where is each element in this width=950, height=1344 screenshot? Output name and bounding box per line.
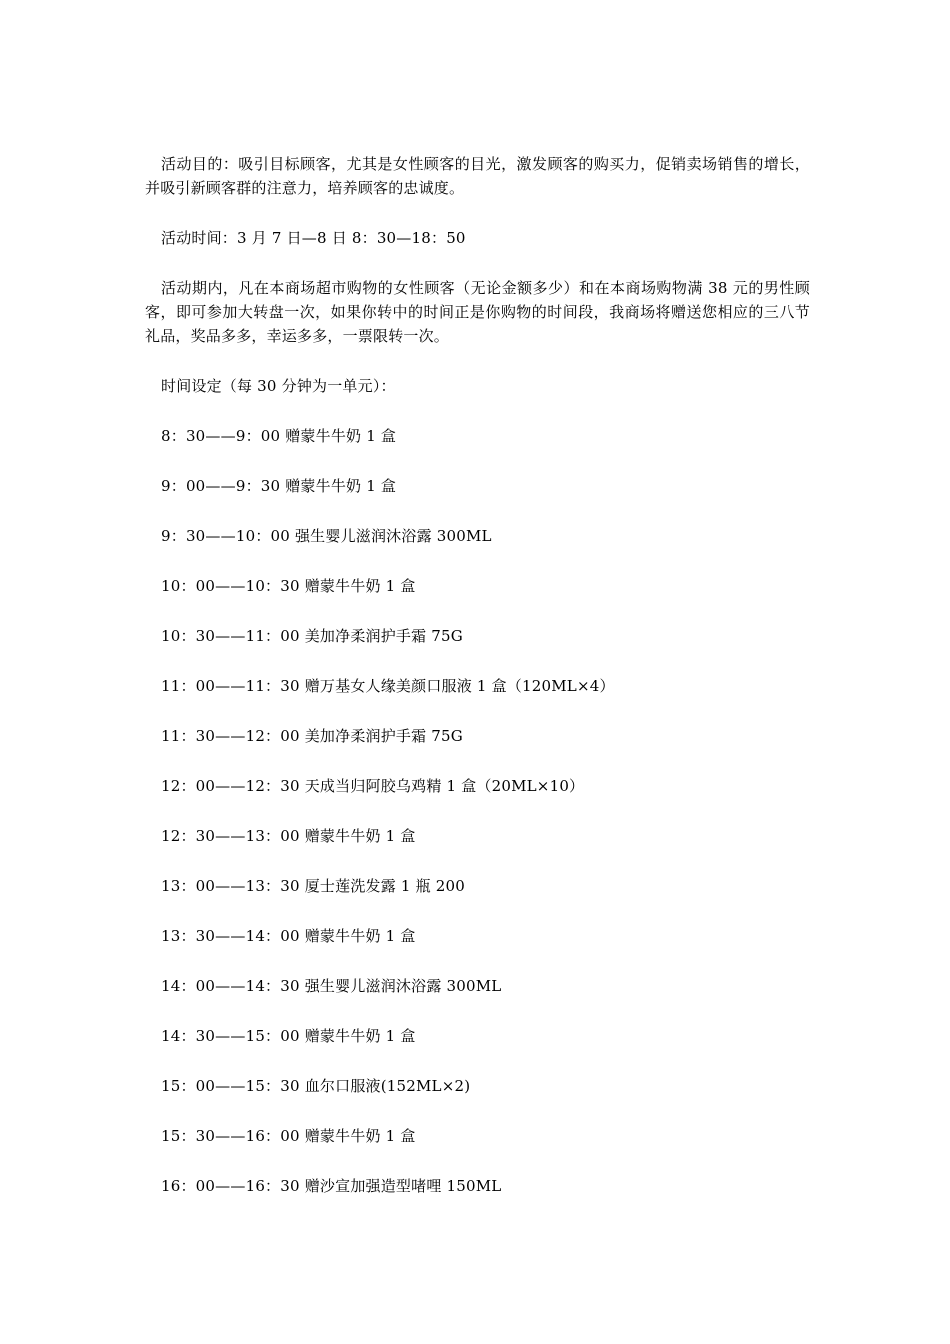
schedule-item: 15：00——15：30 血尔口服液(152ML×2) <box>161 1077 471 1095</box>
schedule-item: 9：00——9：30 赠蒙牛牛奶 1 盒 <box>161 477 397 495</box>
activity-rules: 活动期内，凡在本商场超市购物的女性顾客（无论金额多少）和在本商场购物满 38 元的男性顾客，即可参加大转盘一次，如果你转中的时间正是你购物的时间段，我商场将赠送您相应的三八节礼品，奖品多多，幸运多多，一票限转一次。 <box>145 279 810 345</box>
schedule-item: 10：30——11：00 美加净柔润护手霜 75G <box>161 627 463 645</box>
time-setting-heading: 时间设定（每 30 分钟为一单元）： <box>161 377 396 395</box>
schedule-item: 15：30——16：00 赠蒙牛牛奶 1 盒 <box>161 1127 416 1145</box>
prize-schedule-list <box>145 424 810 1198</box>
schedule-item: 14：30——15：00 赠蒙牛牛奶 1 盒 <box>161 1027 416 1045</box>
schedule-item: 16：00——16：30 赠沙宣加强造型啫哩 150ML <box>161 1177 502 1195</box>
activity-purpose: 活动目的：吸引目标顾客，尤其是女性顾客的目光，激发顾客的购买力，促销卖场销售的增长，并吸引新顾客群的注意力，培养顾客的忠诚度。 <box>145 155 810 197</box>
schedule-item: 11：00——11：30 赠万基女人缘美颜口服液 1 盒（120ML×4） <box>161 677 615 695</box>
schedule-item: 13：30——14：00 赠蒙牛牛奶 1 盒 <box>161 927 416 945</box>
activity-time: 活动时间：3 月 7 日—8 日 8：30—18：50 <box>161 229 466 247</box>
schedule-item: 12：00——12：30 天成当归阿胶乌鸡精 1 盒（20ML×10） <box>161 777 585 795</box>
schedule-item: 10：00——10：30 赠蒙牛牛奶 1 盒 <box>161 577 416 595</box>
schedule-item: 9：30——10：00 强生婴儿滋润沐浴露 300ML <box>161 527 492 545</box>
schedule-item: 14：00——14：30 强生婴儿滋润沐浴露 300ML <box>161 977 502 995</box>
schedule-item: 13：00——13：30 厦士莲洗发露 1 瓶 200 <box>161 877 465 895</box>
schedule-item: 11：30——12：00 美加净柔润护手霜 75G <box>161 727 463 745</box>
schedule-item: 12：30——13：00 赠蒙牛牛奶 1 盒 <box>161 827 416 845</box>
schedule-item: 8：30——9：00 赠蒙牛牛奶 1 盒 <box>161 427 397 445</box>
document-body <box>145 152 810 1224</box>
